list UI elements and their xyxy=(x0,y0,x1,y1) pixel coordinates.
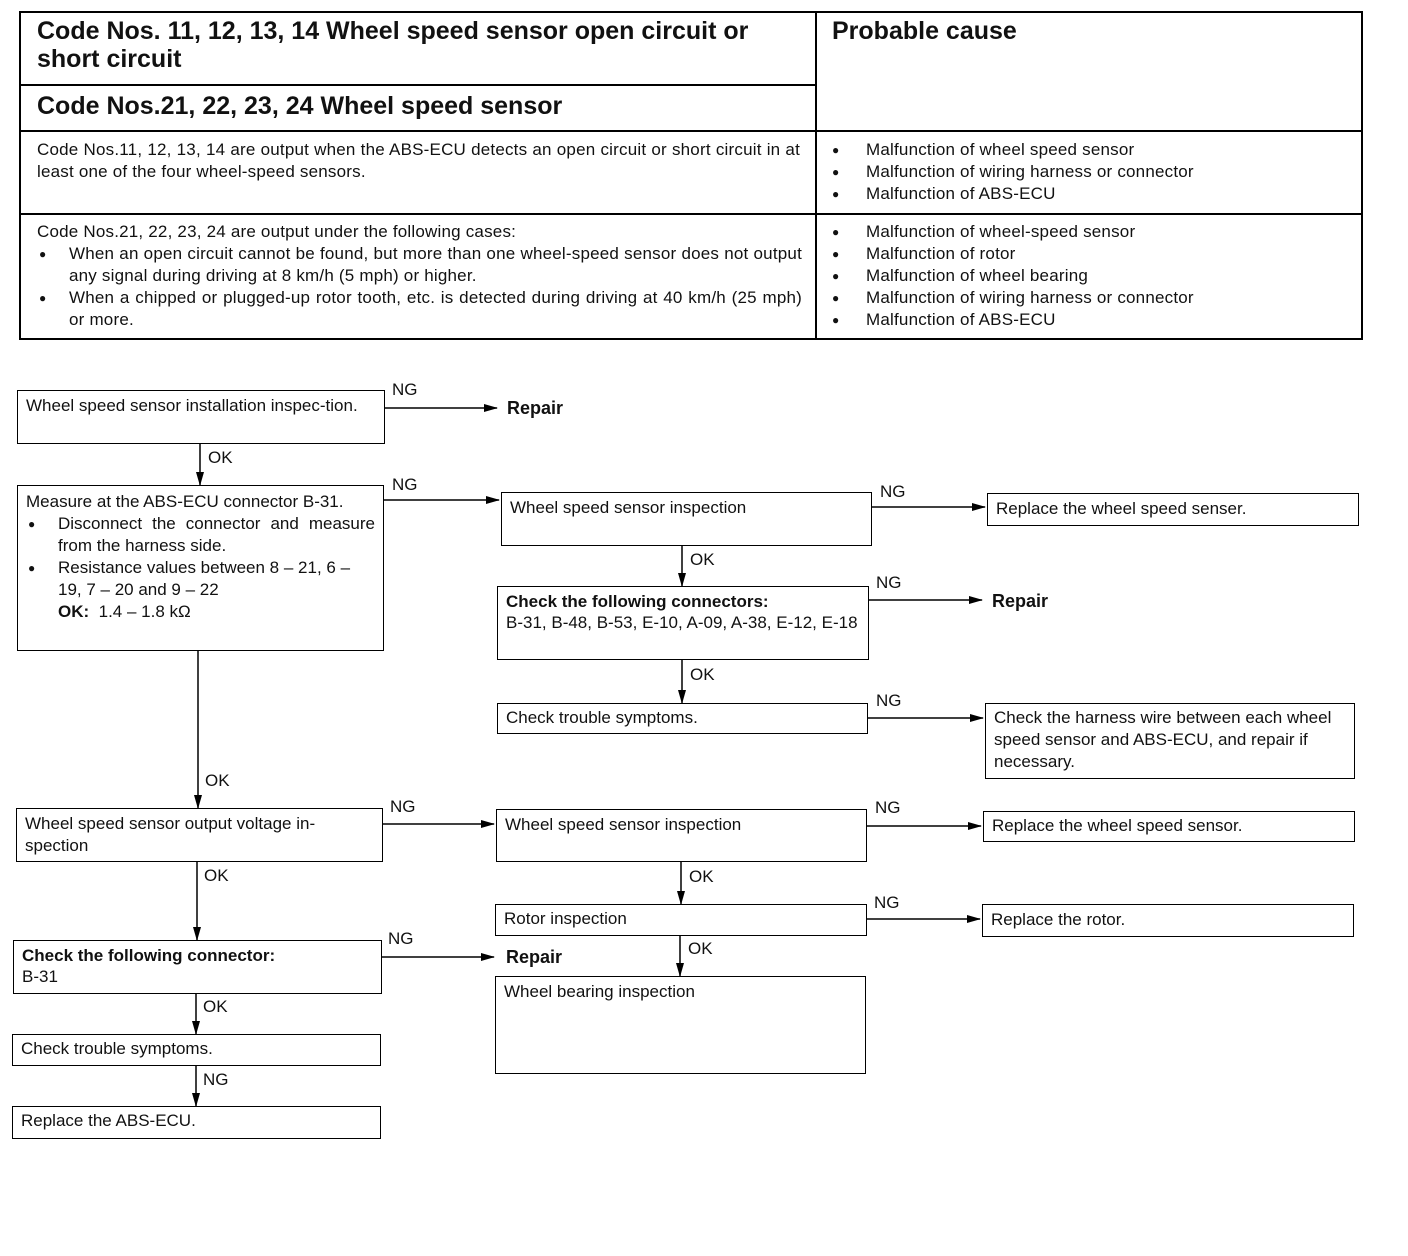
check-connector-title: Check the following connector: xyxy=(22,946,276,965)
repair-label: Repair xyxy=(992,591,1049,611)
replace-rotor-box: Replace the rotor. xyxy=(982,904,1354,937)
ng-label: NG xyxy=(875,798,901,817)
cause-item: ● Malfunction of wheel bearing xyxy=(832,265,1352,287)
table-header-code-21-24: Code Nos.21, 22, 23, 24 Wheel speed sensor xyxy=(37,92,563,120)
cause-item: ● Malfunction of wheel-speed sensor xyxy=(832,221,1352,243)
wheel-bearing-inspection-box: Wheel bearing inspection xyxy=(495,976,866,1074)
measure-bullet xyxy=(26,557,375,623)
ok-label: OK xyxy=(690,665,715,684)
check-trouble-symptoms-left-box: Check trouble symptoms. xyxy=(12,1034,381,1066)
ng-label: NG xyxy=(203,1070,229,1089)
installation-inspection-box: Wheel speed sensor installation inspec-tion. xyxy=(17,390,385,444)
ok-label: OK xyxy=(689,867,714,886)
ng-label: NG xyxy=(880,482,906,501)
cause-item: ● Malfunction of ABS-ECU xyxy=(832,309,1352,331)
check-trouble-symptoms-right-box: Check trouble symptoms. xyxy=(497,703,868,734)
ng-label: NG xyxy=(392,475,418,494)
repair-label: Repair xyxy=(507,398,564,418)
repair-label: Repair xyxy=(506,947,563,967)
check-connector-value: B-31 xyxy=(22,967,58,986)
sensor-inspection-box-2: Wheel speed sensor inspection xyxy=(496,809,867,862)
ok-label: OK xyxy=(205,771,230,790)
ng-label: NG xyxy=(388,929,414,948)
replace-sensor-box-2: Replace the wheel speed sensor. xyxy=(983,811,1355,842)
ok-label: OK xyxy=(690,550,715,569)
ng-label: NG xyxy=(390,797,416,816)
row2-bullet: ● When a chipped or plugged-up rotor tooth, etc. is detected during driving at 40 km/h (25 mph) or more. xyxy=(37,287,802,331)
rotor-inspection-box: Rotor inspection xyxy=(495,904,867,936)
check-connectors-list: B-31, B-48, B-53, E-10, A-09, A-38, E-12, E-18 xyxy=(506,613,858,632)
measure-title: Measure at the ABS-ECU connector B-31. xyxy=(26,492,344,511)
ok-spec-label: OK: xyxy=(58,602,90,621)
check-connector-b31-box xyxy=(13,940,382,994)
ok-spec-value: 1.4 – 1.8 kΩ xyxy=(98,602,191,621)
ok-label: OK xyxy=(688,939,713,958)
ng-label: NG xyxy=(876,691,902,710)
replace-sensor-box-1: Replace the wheel speed senser. xyxy=(987,493,1359,526)
cause-item: ● Malfunction of wiring harness or connector xyxy=(832,161,1352,183)
replace-abs-ecu-box: Replace the ABS-ECU. xyxy=(12,1106,381,1139)
cause-item: ● Malfunction of rotor xyxy=(832,243,1352,265)
cause-item: ● Malfunction of wiring harness or connector xyxy=(832,287,1352,309)
measure-ecu-connector-box xyxy=(17,485,384,651)
measure-bullet-text: Resistance values between 8 – 21, 6 – 19, 7 – 20 and 9 – 22 xyxy=(58,558,351,599)
cause-item: ● Malfunction of wheel speed sensor xyxy=(832,139,1352,161)
row2-bullet: ● When an open circuit cannot be found, but more than one wheel-speed sensor does not output any signal during driving at 8 km/h (5 mph) or higher. xyxy=(37,243,802,287)
ng-label: NG xyxy=(874,893,900,912)
check-connectors-title: Check the following connectors: xyxy=(506,592,769,611)
table-header-probable-cause: Probable cause xyxy=(832,17,1017,45)
ok-label: OK xyxy=(208,448,233,467)
check-harness-box: Check the harness wire between each wheel speed sensor and ABS-ECU, and repair if necessary. xyxy=(985,703,1355,779)
output-voltage-inspection-box: Wheel speed sensor output voltage in-spection xyxy=(16,808,383,862)
row2-intro: Code Nos.21, 22, 23, 24 are output under the following cases: xyxy=(37,222,517,241)
table-header-code-11-14: Code Nos. 11, 12, 13, 14 Wheel speed sensor open circuit or short circuit xyxy=(37,17,749,73)
check-connectors-box xyxy=(497,586,869,660)
sensor-inspection-box-1: Wheel speed sensor inspection xyxy=(501,492,872,546)
ok-label: OK xyxy=(203,997,228,1016)
ok-label: OK xyxy=(204,866,229,885)
measure-bullet: ● Disconnect the connector and measure from the harness side. xyxy=(26,513,375,557)
ng-label: NG xyxy=(392,380,418,399)
cause-item: ● Malfunction of ABS-ECU xyxy=(832,183,1352,205)
row1-description: Code Nos.11, 12, 13, 14 are output when the ABS-ECU detects an open circuit or short circuit in at least one of the four wheel-speed sensors. xyxy=(37,140,800,181)
ng-label: NG xyxy=(876,573,902,592)
